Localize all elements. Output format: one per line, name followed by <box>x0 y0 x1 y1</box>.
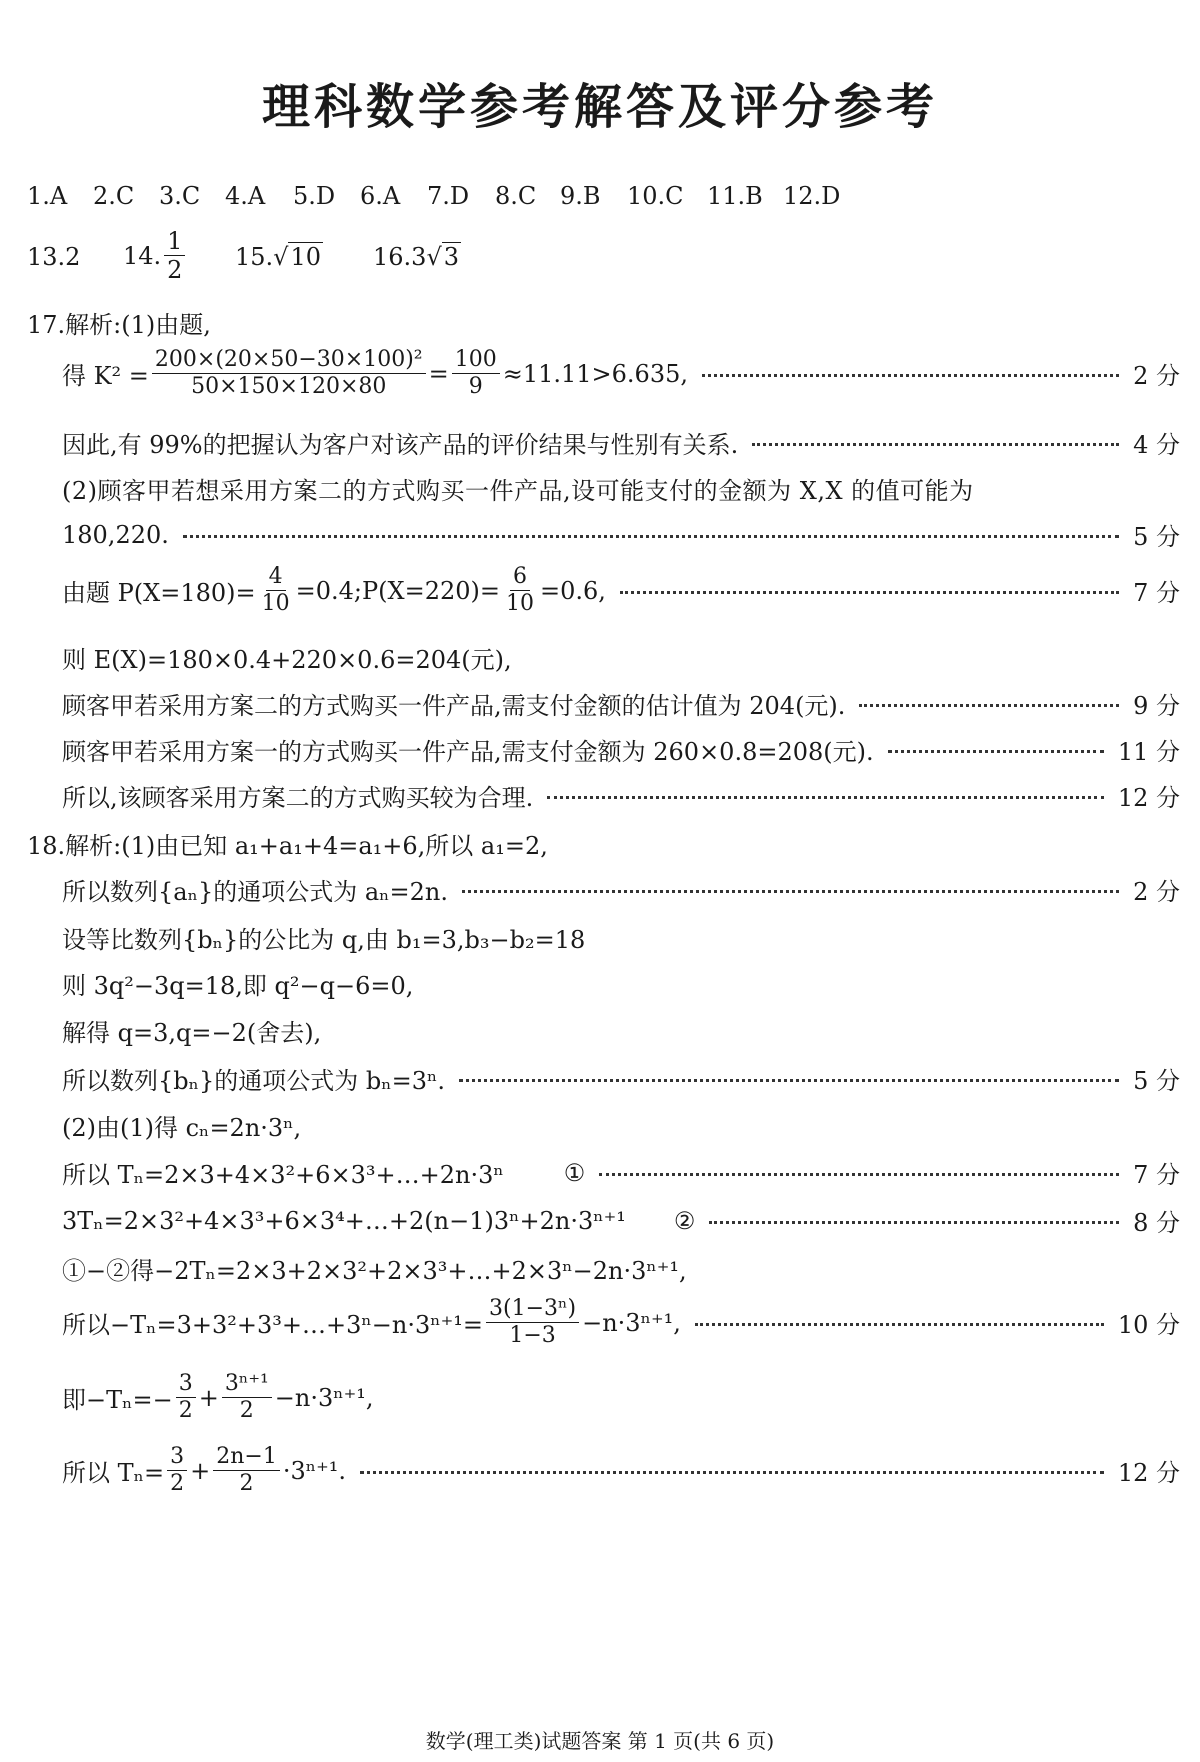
choice-answer: 5.D <box>293 182 336 210</box>
q17-line-9 <box>62 778 1180 813</box>
answer-16: 16.3√3 <box>373 243 460 271</box>
score-mark: 7 分 <box>1133 1161 1180 1189</box>
dot-leader <box>183 535 1119 538</box>
q18-line-10 <box>62 1297 1180 1348</box>
dot-leader <box>695 1323 1104 1326</box>
q18-line-11 <box>62 1372 1180 1423</box>
page-title: 理科数学参考解答及评分参考 <box>261 79 938 135</box>
probability-fraction <box>503 565 537 616</box>
q18-heading: 18.解析:(1)由已知 a₁+a₁+4=a₁+6,所以 a₁=2, <box>27 832 548 860</box>
score-mark: 9 分 <box>1133 692 1180 720</box>
choice-answer: 11.B <box>707 182 763 210</box>
q17-text: =0.6, <box>539 576 606 605</box>
choice-answer: 9.B <box>560 182 601 210</box>
choice-answer: 8.C <box>495 182 537 210</box>
q18-text: (2)由(1)得 cₙ=2n·3ⁿ, <box>62 1114 302 1142</box>
q18-line-12 <box>62 1445 1180 1496</box>
q18-text: 3Tₙ=2×3²+4×3³+6×3⁴+…+2(n−1)3ⁿ+2n·3ⁿ⁺¹ <box>62 1206 626 1235</box>
choice-answer: 1.A <box>27 182 68 210</box>
score-mark: 12 分 <box>1117 1459 1180 1488</box>
dot-leader <box>462 890 1119 893</box>
answer-15: 15.√10 <box>235 243 322 271</box>
q18-line-5 <box>62 1061 1180 1096</box>
fraction-numerator: 3 <box>167 1445 187 1471</box>
q18-line-6 <box>62 1108 1180 1143</box>
choice-answer: 4.A <box>225 182 266 210</box>
q18-text: ·3ⁿ⁺¹. <box>282 1456 347 1485</box>
q17-k-fraction <box>152 348 426 399</box>
q18-text: 设等比数列{bₙ}的公比为 q,由 b₁=3,b₃−b₂=18 <box>62 926 586 954</box>
q18-fraction <box>167 1445 187 1496</box>
equation-marker: ① <box>563 1158 586 1187</box>
q17-k-squared-line <box>62 348 1180 399</box>
q17-text: 顾客甲若采用方案一的方式购买一件产品,需支付金额为 260×0.8=208(元). <box>62 738 874 766</box>
q18-text: −n·3ⁿ⁺¹, <box>582 1308 681 1337</box>
q17-line-4 <box>62 517 1180 552</box>
fraction-numerator: 100 <box>452 348 500 374</box>
fraction-denominator: 2 <box>178 1398 193 1424</box>
fraction-numerator: 1 <box>164 228 185 256</box>
score-mark: 12 分 <box>1117 784 1180 812</box>
q17-text: 则 E(X)=180×0.4+220×0.6=204(元), <box>62 646 512 674</box>
fraction-numerator: 6 <box>510 565 530 591</box>
q18-sum-fraction <box>486 1297 579 1348</box>
dot-leader <box>547 796 1104 799</box>
fraction-denominator: 2 <box>170 1471 185 1497</box>
dot-leader <box>620 591 1119 594</box>
fraction-numerator: 3 <box>176 1372 196 1398</box>
q18-text: + <box>190 1456 211 1485</box>
q18-line-1 <box>62 872 1180 907</box>
q17-equals: = <box>428 359 449 388</box>
fraction-denominator: 10 <box>505 591 534 617</box>
q17-probability-line <box>62 565 1180 616</box>
fraction-denominator: 2 <box>167 256 183 285</box>
fraction-denominator: 50×150×120×80 <box>191 374 387 400</box>
dot-leader <box>752 443 1119 446</box>
fraction-numerator: 4 <box>266 565 286 591</box>
q17-text: 顾客甲若采用方案二的方式购买一件产品,需支付金额的估计值为 204(元). <box>62 692 846 720</box>
choice-answer: 10.C <box>627 182 684 210</box>
q18-line-4 <box>62 1013 1180 1048</box>
choice-answer: 3.C <box>159 182 201 210</box>
fraction-numerator: 3(1−3ⁿ) <box>486 1297 579 1323</box>
q18-text: 所以 Tₙ=2×3+4×3²+6×3³+…+2n·3ⁿ <box>62 1161 504 1189</box>
q17-text: 由题 P(X=180)= <box>62 579 256 608</box>
fraction-denominator: 1−3 <box>509 1323 556 1349</box>
q17-line-2 <box>62 425 1180 460</box>
score-mark: 4 分 <box>1133 431 1180 459</box>
choice-answer: 6.A <box>360 182 401 210</box>
equation-marker: ② <box>673 1206 696 1235</box>
q18-line-3 <box>62 966 1180 1001</box>
q17-text: 因此,有 99%的把握认为客户对该产品的评价结果与性别有关系. <box>62 431 739 459</box>
q18-text: 所以−Tₙ=3+3²+3³+…+3ⁿ−n·3ⁿ⁺¹= <box>62 1311 483 1340</box>
q18-fraction <box>213 1445 280 1496</box>
dot-leader <box>459 1079 1119 1082</box>
fraction-denominator: 10 <box>261 591 290 617</box>
q18-text: 则 3q²−3q=18,即 q²−q−6=0, <box>62 972 414 1000</box>
q17-k-result-fraction <box>452 348 500 399</box>
dot-leader <box>599 1173 1119 1176</box>
choice-answer: 7.D <box>427 182 470 210</box>
q17-line-6 <box>62 640 1180 675</box>
q17-text: 所以,该顾客采用方案二的方式购买较为合理. <box>62 784 534 812</box>
score-mark: 2 分 <box>1133 878 1180 906</box>
q18-line-2 <box>62 920 1180 955</box>
sqrt-radicand: 10 <box>290 243 322 271</box>
score-mark: 11 分 <box>1117 738 1180 766</box>
score-mark: 10 分 <box>1117 1311 1180 1340</box>
fraction-denominator: 9 <box>468 374 483 400</box>
page-footer: 数学(理工类)试题答案 第 1 页(共 6 页) <box>425 1729 775 1753</box>
choice-answer: 12.D <box>783 182 841 210</box>
dot-leader <box>360 1471 1104 1474</box>
answer-16-coefficient: 3 <box>411 243 427 271</box>
q18-fraction <box>176 1372 196 1423</box>
q18-fraction <box>222 1372 272 1423</box>
probability-fraction <box>259 565 293 616</box>
answer-13: 13.2 <box>27 243 81 271</box>
q18-line-8 <box>62 1203 1180 1238</box>
fraction-numerator: 3ⁿ⁺¹ <box>222 1372 272 1398</box>
dot-leader <box>709 1221 1119 1224</box>
q17-text: (2)顾客甲若想采用方案二的方式购买一件产品,设可能支付的金额为 X,X 的值可能为 <box>62 477 974 505</box>
choice-answer: 2.C <box>93 182 135 210</box>
q18-line-7 <box>62 1155 1180 1190</box>
q17-text: =0.4;P(X=220)= <box>295 576 500 605</box>
fraction-numerator: 200×(20×50−30×100)² <box>152 348 426 374</box>
q17-k-comparison: ≈11.11>6.635, <box>502 359 688 388</box>
dot-leader <box>888 750 1104 753</box>
q17-line-7 <box>62 686 1180 721</box>
answer-14 <box>123 228 188 284</box>
score-mark: 7 分 <box>1133 579 1180 608</box>
q17-heading: 17.解析:(1)由题, <box>27 311 211 339</box>
q17-k-prefix: 得 K² = <box>62 362 149 391</box>
q18-text: 所以 Tₙ= <box>62 1459 165 1488</box>
answer-14-number: 14. <box>123 241 162 270</box>
sqrt-radicand: 3 <box>443 243 460 271</box>
answer-16-number: 16. <box>373 243 412 271</box>
dot-leader <box>859 704 1119 707</box>
q18-text: 所以数列{aₙ}的通项公式为 aₙ=2n. <box>62 878 449 906</box>
q18-line-9 <box>62 1251 1180 1286</box>
q18-text: + <box>198 1383 219 1412</box>
q18-text: ①−②得−2Tₙ=2×3+2×3²+2×3³+…+2×3ⁿ−2n·3ⁿ⁺¹, <box>62 1257 687 1285</box>
fraction-denominator: 2 <box>239 1471 254 1497</box>
dot-leader <box>702 374 1119 377</box>
answer-14-fraction <box>164 228 185 284</box>
score-mark: 5 分 <box>1133 1067 1180 1095</box>
q18-text: −n·3ⁿ⁺¹, <box>274 1383 374 1412</box>
score-mark: 8 分 <box>1133 1209 1180 1237</box>
fraction-denominator: 2 <box>239 1398 254 1424</box>
score-mark: 5 分 <box>1133 523 1180 551</box>
score-mark: 2 分 <box>1133 362 1180 391</box>
q18-text: 解得 q=3,q=−2(舍去), <box>62 1019 322 1047</box>
q18-text: 即−Tₙ=− <box>62 1386 173 1415</box>
fraction-numerator: 2n−1 <box>213 1445 280 1471</box>
q17-line-3 <box>62 471 1180 506</box>
q17-text: 180,220. <box>62 520 169 549</box>
q18-text: 所以数列{bₙ}的通项公式为 bₙ=3ⁿ. <box>62 1067 446 1095</box>
q17-line-8 <box>62 732 1180 767</box>
answer-15-number: 15. <box>235 243 274 271</box>
